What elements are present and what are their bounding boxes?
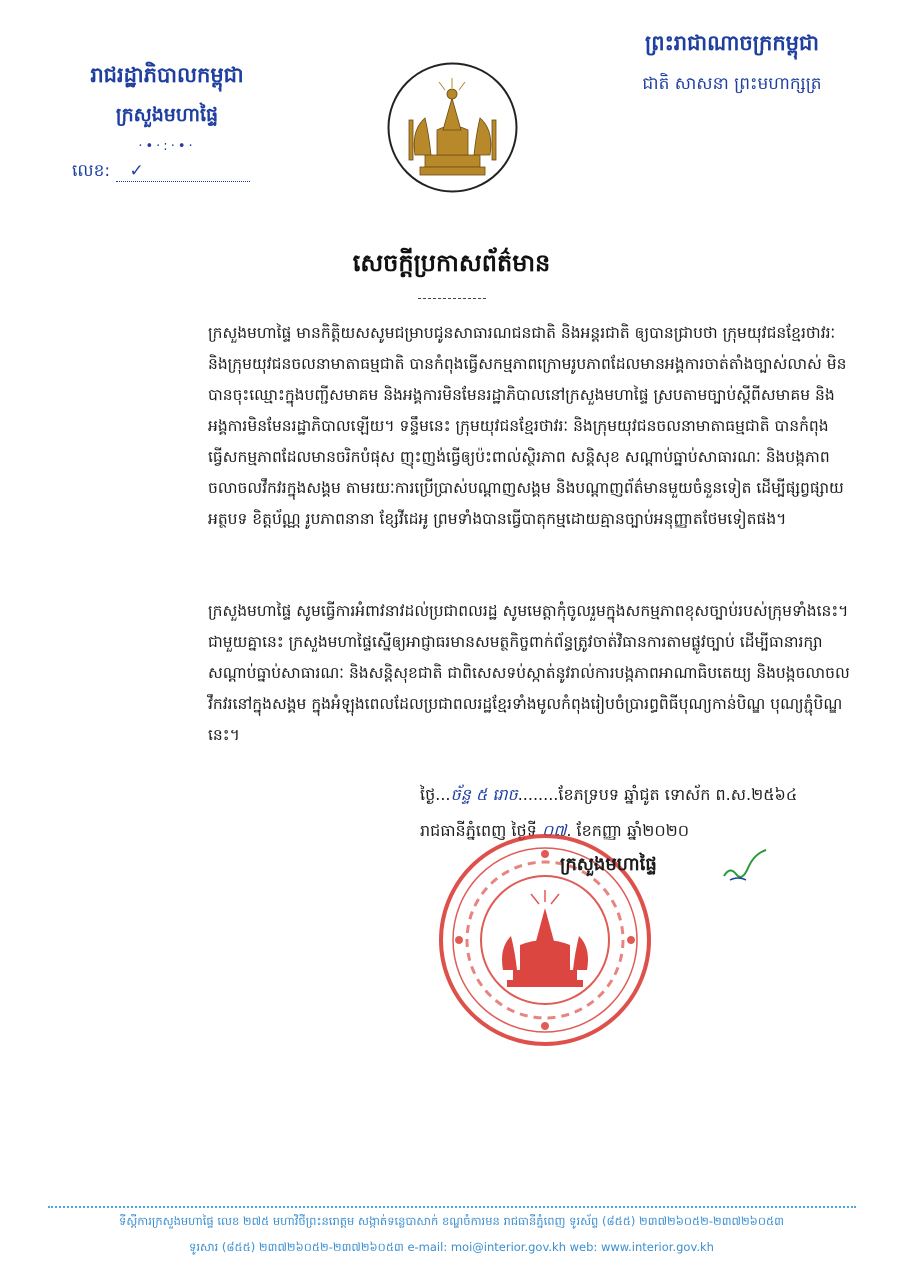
solar-date-suffix: ខែកញ្ញា ឆ្នាំ២០២០ xyxy=(576,821,690,840)
paragraph-2-text: ក្រសួងមហាផ្ទៃ សូមធ្វើការអំពាវនាវដល់ប្រជាពលរដ្ឋ សូមមេត្តាកុំចូលរួមក្នុងសកម្មភាពខុសច្បាប់របស់ក្រុមទាំងនេះ។ ជាមួយគ្នានេះ ក្រសួងមហាផ្ទៃស្នើឲ្យអាជ្ញាធរមានសមត្ថកិច្ចពាក់ព័ន្ធត្រូវចាត់វិធានការតាមផ្លូវច្បាប់ ដើម្បីធានារក្សាសណ្តាប់ធ្នាប់សាធារណៈ និងសន្តិសុខជាតិ ជាពិសេសទប់ស្កាត់នូវរាល់ការបង្កភាពអាណាធិបតេយ្យ និងបង្កចលាចលវឹកវរនៅក្នុងសង្គម ក្នុងអំឡុងពេលដែលប្រជាពលរដ្ឋខ្មែរទាំងមូលកំពុងរៀបចំប្រារព្ធពិធីបុណ្យកាន់បិណ្ឌ បុណ្យភ្ជុំបិណ្ឌនេះ។ xyxy=(208,602,850,744)
reference-value: ✓ xyxy=(116,161,250,182)
solar-date: រាជធានីភ្នំពេញ ថ្ងៃទី ០៧. ខែកញ្ញា ឆ្នាំ២០២០ xyxy=(420,821,690,840)
reference-number xyxy=(72,160,250,185)
lunar-date: ថ្ងៃ...ច័ន្ទ ៥ រោច........ខែភទ្របទ ឆ្នាំជូត ទោស័ក ព.ស.២៥៦៤ xyxy=(420,785,798,804)
document-title: សេចក្តីប្រកាសព័ត៌មាន xyxy=(352,249,551,277)
footer-contact: ទូរសារ (៨៥៥) ២៣៧២៦០៥២-២៣៧២៦០៥៣ e-mail: moi@interior.gov.kh web: www.interior.gov.kh xyxy=(189,1240,714,1254)
body-paragraph-1 xyxy=(208,318,858,535)
paragraph-1-text: ក្រសួងមហាផ្ទៃ មានកិត្តិយសសូមជម្រាបជូនសាធារណជនជាតិ និងអន្តរជាតិ ឲ្យបានជ្រាបថា ក្រុមយុវជនខ្មែរថាវរៈ និងក្រុមយុវជនចលនាមាតាធម្មជាតិ បានកំពុងធ្វើសកម្មភាពក្រោមរូបភាពដែលមានអង្គការចាត់តាំងច្បាស់លាស់ មិនបានចុះឈ្មោះក្នុងបញ្ជីសមាគម និងអង្គការមិនមែនរដ្ឋាភិបាលនៅក្រសួងមហាផ្ទៃ ស្របតាមច្បាប់ស្តីពីសមាគម និងអង្គការមិនមែនរដ្ឋាភិបាលឡើយ។ ទន្ទឹមនេះ ក្រុមយុវជនខ្មែរថាវរៈ និងក្រុមយុវជនចលនាមាតាធម្មជាតិ បានកំពុងធ្វើសកម្មភាពដែលមានចរិកបំផុស ញុះញង់ធ្វើឲ្យប៉ះពាល់ស្ថិរភាព សន្តិសុខ សណ្តាប់ធ្នាប់សាធារណៈ និងបង្កភាពចលាចលវឹកវរក្នុងសង្គម តាមរយៈការប្រើប្រាស់បណ្តាញសង្គម និងបណ្តាញព័ត៌មានមួយចំនួនទៀត ដើម្បីផ្សព្វផ្សាយអត្ថបទ ខិត្តប័ណ្ណ រូបភាពនានា ខ្សែវីដេអូ ព្រមទាំងបានធ្វើបាតុកម្មដោយគ្មានច្បាប់អនុញ្ញាតថែមទៀតផង។ xyxy=(208,324,847,528)
solar-date-handwritten: ០៧ xyxy=(541,821,567,840)
footer-address: ទីស្តីការក្រសួងមហាផ្ទៃ លេខ ២៧៥ មហាវិថីព្រះនរោត្តម សង្កាត់ទន្លេបាសាក់ ខណ្ឌចំការមន រាជធានីភ្នំពេញ ទូរស័ព្ទ (៨៥៥) ២៣៧២៦០៥២-២៣៧២៦០៥៣ xyxy=(119,1214,784,1228)
government-name: រាជរដ្ឋាភិបាលកម្ពុជា xyxy=(90,63,244,87)
reference-label: លេខ: xyxy=(72,161,111,181)
title-divider xyxy=(418,298,486,299)
signature-icon xyxy=(720,846,770,886)
solar-date-prefix: រាជធានីភ្នំពេញ ថ្ងៃទី xyxy=(420,821,537,840)
body-paragraph-2 xyxy=(208,596,858,751)
signatory-organization: ក្រសួងមហាផ្ទៃ xyxy=(560,854,657,875)
lunar-date-suffix: ខែភទ្របទ ឆ្នាំជូត ទោស័ក ព.ស.២៥៦៤ xyxy=(558,785,798,804)
lunar-date-handwritten: ច័ន្ទ ៥ រោច xyxy=(450,785,518,804)
lunar-date-prefix: ថ្ងៃ xyxy=(420,785,436,804)
header-ornament: ·•·:·•· xyxy=(138,139,196,154)
ministry-header xyxy=(62,62,272,154)
kingdom-header xyxy=(612,30,852,98)
ministry-name: ក្រសួងមហាផ្ទៃ xyxy=(115,104,219,126)
footer-divider xyxy=(48,1206,856,1208)
royal-emblem-icon xyxy=(385,60,520,195)
national-motto: ជាតិ សាសនា ព្រះមហាក្សត្រ xyxy=(642,74,822,94)
kingdom-name: ព្រះរាជាណាចក្រកម្ពុជា xyxy=(644,31,819,55)
